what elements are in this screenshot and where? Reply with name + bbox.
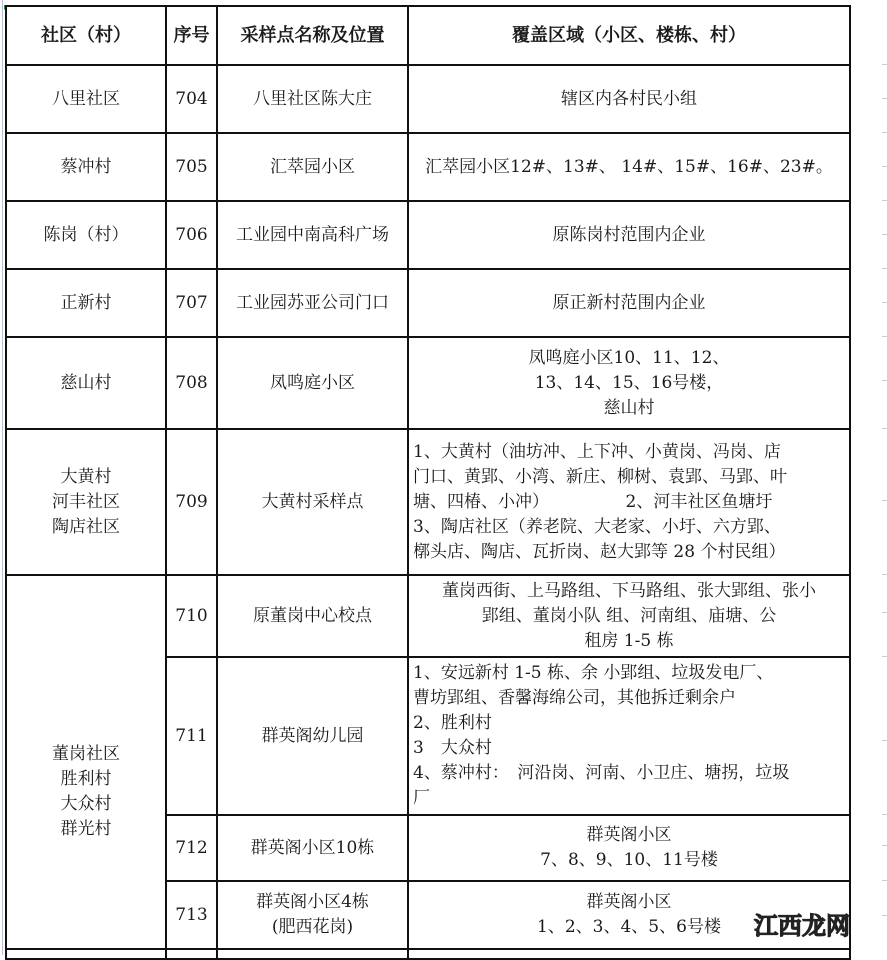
- coverage-cell: 汇萃园小区12#、13#、 14#、15#、16#、23#。: [408, 133, 850, 201]
- coverage-cell: 1、大黄村（油坊冲、上下冲、小黄岗、冯岗、店 门口、黄郢、小湾、新庄、柳树、袁郢、马郢、叶 塘、四椿、小冲） 2、河丰社区鱼塘圩 3、陶店社区（养老院、大老家、小圩、六方郢、 槨头店、陶店、瓦折岗、赵大郢等 28 个村民组）: [408, 429, 850, 575]
- community-cell: 陈岗（村）: [6, 201, 166, 269]
- number-cell: 711: [166, 657, 217, 815]
- site-cell: 群英阁小区4栋 (肥西花岗): [217, 881, 408, 949]
- empty-cell: [217, 949, 408, 959]
- sheet-left-gridline: [2, 0, 3, 955]
- number-cell: 710: [166, 575, 217, 657]
- number-cell: 712: [166, 815, 217, 881]
- empty-cell: [408, 949, 850, 959]
- number-cell: 713: [166, 881, 217, 949]
- sampling-sites-table: [5, 5, 851, 960]
- coverage-cell: 群英阁小区 1、2、3、4、5、6号楼: [408, 881, 850, 949]
- community-cell: 蔡冲村: [6, 133, 166, 201]
- site-cell: 凤鸣庭小区: [217, 337, 408, 429]
- watermark-text-white: 龙网: [802, 912, 850, 940]
- community-cell: 正新村: [6, 269, 166, 337]
- site-cell: 八里社区陈大庄: [217, 65, 408, 133]
- number-cell: 708: [166, 337, 217, 429]
- table-header-row: [6, 6, 850, 65]
- watermark-text-orange: 江西: [754, 912, 802, 940]
- table-row: [6, 133, 850, 201]
- table-row: [6, 269, 850, 337]
- community-cell-merged: 董岗社区 胜利村 大众村 群光村: [6, 575, 166, 949]
- number-cell: 704: [166, 65, 217, 133]
- header-site: 采样点名称及位置: [217, 6, 408, 65]
- watermark-logo: [754, 906, 850, 941]
- coverage-cell: 辖区内各村民小组: [408, 65, 850, 133]
- empty-cell: [166, 949, 217, 959]
- header-community: 社区（村）: [6, 6, 166, 65]
- coverage-cell: 原正新村范围内企业: [408, 269, 850, 337]
- header-coverage: 覆盖区域（小区、楼栋、村）: [408, 6, 850, 65]
- number-cell: 705: [166, 133, 217, 201]
- number-cell: 707: [166, 269, 217, 337]
- table-row: [6, 575, 850, 657]
- empty-cell: [6, 949, 166, 959]
- site-cell: 群英阁小区10栋: [217, 815, 408, 881]
- site-cell: 工业园中南高科广场: [217, 201, 408, 269]
- number-cell: 709: [166, 429, 217, 575]
- number-cell: 706: [166, 201, 217, 269]
- coverage-cell: 原陈岗村范围内企业: [408, 201, 850, 269]
- coverage-cell: 1、安远新村 1-5 栋、余 小郢组、垃圾发电厂、 曹坊郢组、香馨海绵公司，其他拆迁剩余户 2、胜利村 3 大众村 4、蔡冲村： 河沿岗、河南、小卫庄、塘拐，垃圾 厂: [408, 657, 850, 815]
- community-cell: 八里社区: [6, 65, 166, 133]
- header-number: 序号: [166, 6, 217, 65]
- site-cell: 汇萃园小区: [217, 133, 408, 201]
- sheet-right-gridlines: [882, 0, 887, 955]
- site-cell: 工业园苏亚公司门口: [217, 269, 408, 337]
- site-cell: 原董岗中心校点: [217, 575, 408, 657]
- community-cell: 大黄村 河丰社区 陶店社区: [6, 429, 166, 575]
- coverage-cell: 董岗西街、上马路组、下马路组、张大郢组、张小 郢组、董岗小队 组、河南组、庙塘、公 租房 1-5 栋: [408, 575, 850, 657]
- table-row: [6, 201, 850, 269]
- table-row: [6, 337, 850, 429]
- coverage-cell: 群英阁小区 7、8、9、10、11号楼: [408, 815, 850, 881]
- site-cell: 大黄村采样点: [217, 429, 408, 575]
- community-cell: 慈山村: [6, 337, 166, 429]
- site-cell: 群英阁幼儿园: [217, 657, 408, 815]
- coverage-cell: 凤鸣庭小区10、11、12、 13、14、15、16号楼， 慈山村: [408, 337, 850, 429]
- table-row-partial: [6, 949, 850, 959]
- table-row: [6, 65, 850, 133]
- table-row: [6, 429, 850, 575]
